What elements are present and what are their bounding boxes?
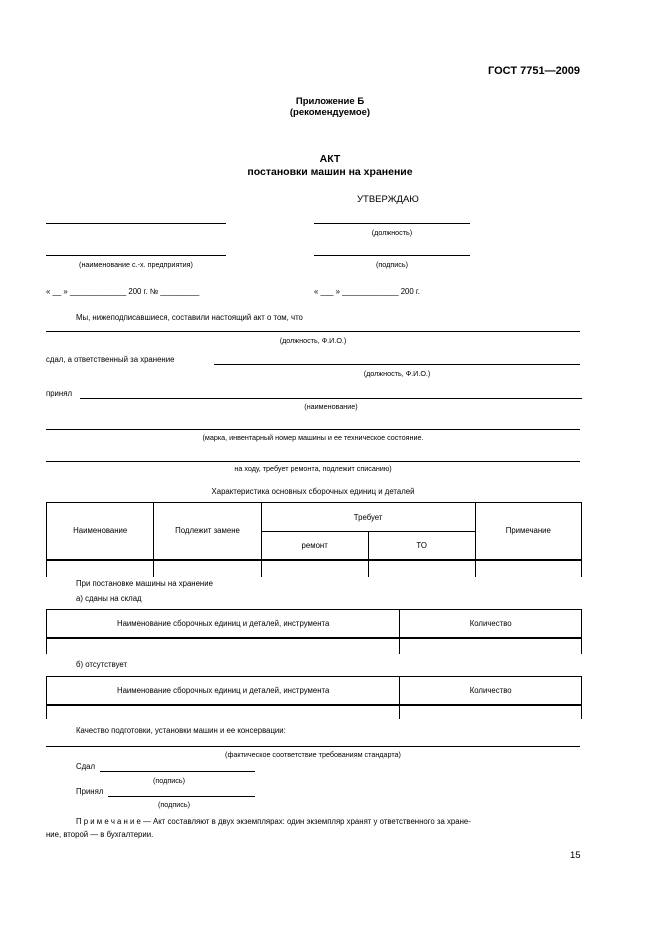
appendix-subtitle: (рекомендуемое) <box>289 107 371 118</box>
col-parts-header: Наименование сборочных единиц и деталей, инструмента <box>47 610 400 638</box>
table-cell <box>154 560 261 577</box>
org-caption: (наименование с.-х. предприятия) <box>79 260 193 269</box>
page-number: 15 <box>570 850 581 861</box>
handed-sign-label: Сдал <box>76 762 96 771</box>
table-cell <box>47 560 154 577</box>
fill-line-1 <box>46 331 580 332</box>
col-repair-header: ремонт <box>261 532 368 560</box>
storage-a-label: а) сданы на склад <box>76 594 142 603</box>
col-qty-header: Количество <box>400 610 582 638</box>
fill-line-5 <box>46 461 580 462</box>
standard-code: ГОСТ 7751—2009 <box>488 65 581 77</box>
accepted-sign-line <box>108 796 255 797</box>
org-line <box>46 255 226 256</box>
signature-caption: (подпись) <box>376 260 408 269</box>
quality-text: Качество подготовки, установки машин и ее консервации: <box>76 726 286 735</box>
approve-label: УТВЕРЖДАЮ <box>357 194 419 205</box>
table-cell <box>261 560 368 577</box>
table-cell <box>47 705 400 719</box>
fill-line-2 <box>214 364 580 365</box>
intro-text: Мы, нижеподписавшиеся, составили настоящий акт о том, что <box>76 313 303 322</box>
caption-name: (наименование) <box>304 402 358 411</box>
col-requires-header: Требует <box>261 503 475 532</box>
handed-sign-caption: (подпись) <box>153 776 185 785</box>
quality-line <box>46 746 580 747</box>
act-subtitle: постановки машин на хранение <box>247 166 413 178</box>
table-cell <box>47 638 400 654</box>
left-line-1 <box>46 223 226 224</box>
storage-missing-table <box>46 676 582 719</box>
storage-intro: При постановке машины на хранение <box>76 579 213 588</box>
col-name-header: Наименование <box>47 503 154 560</box>
col-parts-header: Наименование сборочных единиц и деталей, инструмента <box>47 677 400 705</box>
position-caption: (должность) <box>371 228 413 237</box>
table-cell <box>475 560 581 577</box>
fill-line-3 <box>80 398 582 399</box>
appendix-title: Приложение Б <box>295 96 365 107</box>
act-title: АКТ <box>319 153 341 165</box>
accepted-label: принял <box>46 389 72 398</box>
col-note-header: Примечание <box>475 503 581 560</box>
handed-sign-line <box>100 771 255 772</box>
col-replace-header: Подлежит замене <box>154 503 261 560</box>
storage-handed-table <box>46 609 582 654</box>
accepted-sign-label: Принял <box>76 787 104 796</box>
caption-brand: (марка, инвентарный номер машины и ее техническое состояние. <box>202 433 424 442</box>
table-cell <box>400 705 582 719</box>
note-line-2: ние, второй — в бухгалтерии. <box>46 830 154 839</box>
signature-line <box>314 255 470 256</box>
caption-state: на ходу, требует ремонта, подлежит списанию) <box>234 464 392 473</box>
table1-title: Характеристика основных сборочных единиц и деталей <box>211 487 415 496</box>
caption-position-name: (должность, Ф.И.О.) <box>279 336 347 345</box>
date-line-right: « ___ » _____________ 200 г. <box>314 287 420 296</box>
storage-b-label: б) отсутствует <box>76 660 128 669</box>
note-line-1: П р и м е ч а н и е — Акт составляют в двух экземплярах: один экземпляр хранят у ответственного за хране- <box>76 817 471 826</box>
col-to-header: ТО <box>368 532 475 560</box>
fill-line-4 <box>46 429 580 430</box>
caption-position-name-2: (должность, Ф.И.О.) <box>363 369 431 378</box>
quality-caption: (фактическое соответствие требованиям стандарта) <box>225 750 401 759</box>
col-qty-header: Количество <box>400 677 582 705</box>
handed-label: сдал, а ответственный за хранение <box>46 355 175 364</box>
table-cell <box>400 638 582 654</box>
accepted-sign-caption: (подпись) <box>158 800 190 809</box>
position-line <box>314 223 470 224</box>
date-number-line: « __ » _____________ 200 г. № _________ <box>46 287 200 296</box>
table-cell <box>368 560 475 577</box>
parts-characteristics-table <box>46 502 582 577</box>
